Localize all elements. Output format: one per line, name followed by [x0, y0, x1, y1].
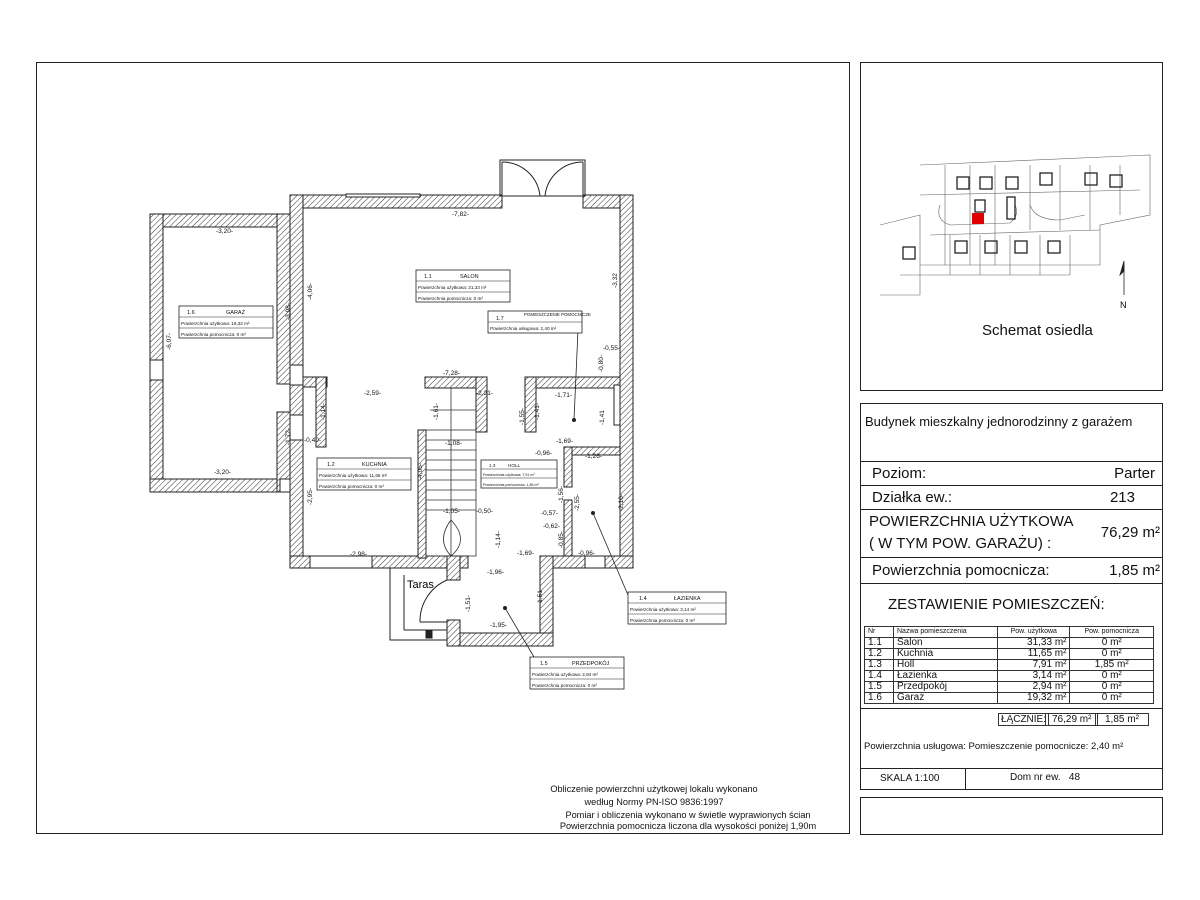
table-cell: 0 m² — [1070, 649, 1154, 660]
dimension-label: -1,95- — [490, 622, 507, 629]
dimension-label: -2,21- — [476, 390, 493, 397]
room-nr-utility: 1.7 — [496, 316, 504, 322]
summary-title: ZESTAWIENIE POMIESZCZEŃ: — [888, 596, 1105, 613]
room-aux-kitchen: Powierzchnia pomocnicza: 0 m² — [319, 484, 384, 489]
dimension-label: -1,61- — [433, 403, 440, 420]
dimension-label: -2,10- — [618, 494, 625, 511]
dimension-label: -1,56- — [558, 486, 565, 503]
total-usable: 76,29 m² — [1045, 713, 1098, 726]
rooms-table — [864, 626, 1154, 704]
table-cell: 1,85 m² — [1070, 660, 1154, 671]
empty-box — [860, 797, 1163, 835]
room-usable-salon: Powierzchnia użytkowa: 31,33 m² — [418, 285, 487, 290]
dimension-label: -4,05- — [417, 463, 424, 480]
dimension-label: -0,40- — [304, 437, 321, 444]
table-header: Nazwa pomieszczenia — [894, 627, 998, 638]
table-cell: Holl — [894, 660, 998, 671]
table-cell: 0 m² — [1070, 671, 1154, 682]
table-cell: 3,14 m² — [998, 671, 1070, 682]
table-cell: 2,94 m² — [998, 682, 1070, 693]
table-header-row — [865, 627, 1154, 638]
usable-area-label-2: ( W TYM POW. GARAŻU) : — [869, 535, 1052, 552]
dimension-label: -0,57- — [541, 510, 558, 517]
table-cell: 31,33 m² — [998, 638, 1070, 649]
note-line: według Normy PN-ISO 9836:1997 — [584, 797, 724, 807]
dimension-label: -3,98- — [285, 303, 292, 320]
total-aux: 1,85 m² — [1095, 713, 1149, 726]
room-aux-garage: Powierzchnia pomocnicza: 0 m² — [181, 332, 246, 337]
table-cell: 0 m² — [1070, 693, 1154, 704]
table-row — [865, 671, 1154, 682]
table-cell: 19,32 m² — [998, 693, 1070, 704]
dimension-label: -4,06- — [307, 283, 314, 300]
table-row — [865, 693, 1154, 704]
level-value: Parter — [1114, 465, 1155, 482]
room-nr-salon: 1.1 — [424, 274, 432, 280]
dimension-label: -3,20- — [214, 469, 231, 476]
plot-label: Działka ew.: — [872, 489, 953, 506]
usable-area-value: 76,29 m² — [1100, 524, 1160, 541]
room-aux-hallway: Powierzchnia pomocnicza: 0 m² — [532, 683, 597, 688]
room-name-garage: GARAŻ — [226, 310, 245, 316]
dimension-label: -0,62- — [543, 523, 560, 530]
dimension-label: -7,28- — [443, 370, 460, 377]
dimension-label: -1,14- — [495, 531, 502, 548]
dimension-label: -2,95- — [307, 488, 314, 505]
dimension-label: -2,59- — [364, 390, 381, 397]
room-nr-hallway: 1.5 — [540, 661, 548, 667]
room-name-kitchen: KUCHNIA — [362, 462, 387, 468]
table-cell: 7,91 m² — [998, 660, 1070, 671]
dimension-label: -3,32 — [612, 273, 619, 288]
dimension-label: -1,51- — [537, 588, 544, 605]
room-usable-hall: Powierzchnia użytkowa: 7,91 m² — [483, 473, 535, 477]
dimension-label: -1,71- — [555, 392, 572, 399]
table-header: Pow. pomocnicza — [1070, 627, 1154, 638]
aux-area-label: Powierzchnia pomocnicza: — [872, 562, 1050, 579]
room-nr-hall: 1.3 — [489, 463, 496, 468]
table-header: Nr — [865, 627, 894, 638]
table-cell: 11,65 m² — [998, 649, 1070, 660]
room-aux-salon: Powierzchnia pomocnicza: 0 m² — [418, 296, 483, 301]
dimension-label: -0,55- — [603, 345, 620, 352]
dimension-label: -0,96- — [535, 450, 552, 457]
dimension-label: -1,08- — [445, 440, 462, 447]
highlighted-plot — [972, 213, 984, 224]
dimension-label: -0,85- — [558, 531, 565, 548]
room-name-bathroom: ŁAZIENKA — [674, 596, 701, 602]
room-aux-bathroom: Powierzchnia pomocnicza: 0 m² — [630, 618, 695, 623]
room-name-hall: HOLL — [508, 463, 521, 468]
room-nr-garage: 1.6 — [187, 310, 195, 316]
table-cell: 0 m² — [1070, 638, 1154, 649]
dimension-label: -1,41- — [534, 403, 541, 420]
total-label: ŁĄCZNIE: — [998, 713, 1049, 726]
dimension-label: -7,82- — [452, 211, 469, 218]
room-usable-garage: Powierzchnia użytkowa: 19,32 m² — [181, 321, 250, 326]
table-row — [865, 660, 1154, 671]
dimension-label: -3,20- — [216, 228, 233, 235]
note-line: Obliczenie powierzchni użytkowej lokalu wykonano — [550, 784, 758, 794]
room-name-hallway: PRZEDPOKÓJ — [572, 661, 610, 667]
dimension-label: -2,55- — [574, 494, 581, 511]
settlement-map — [870, 135, 1160, 315]
table-cell: 1.6 — [865, 693, 894, 704]
service-area-note: Powierzchnia usługowa: Pomieszczenie pomocnicze: 2,40 m² — [864, 741, 1124, 752]
house-walls — [290, 195, 633, 646]
room-usable-bathroom: Powierzchnia użytkowa: 3,14 m² — [630, 607, 696, 612]
dimension-label: -1,69- — [517, 550, 534, 557]
table-cell: 0 m² — [1070, 682, 1154, 693]
dimension-label: -1,55- — [519, 408, 526, 425]
scale-label: SKALA 1:100 — [880, 773, 940, 784]
room-name-salon: SALON — [460, 274, 479, 280]
dimension-label: -1,41 — [599, 410, 606, 425]
dimension-label: -1,51- — [465, 595, 472, 612]
usable-area-label-1: POWIERZCHNIA UŻYTKOWA — [869, 513, 1074, 530]
table-cell: Łazienka — [894, 671, 998, 682]
note-line: Powierzchnia pomocnicza liczona dla wysokości poniżej 1,90m — [559, 821, 817, 831]
table-header: Pow. użytkowa — [998, 627, 1070, 638]
dimension-label: -1,05- — [443, 508, 460, 515]
dimension-label: -6,07- — [166, 333, 173, 350]
aux-area-value: 1,85 m² — [1109, 562, 1160, 579]
table-row — [865, 649, 1154, 660]
dimension-label: -1,96- — [487, 569, 504, 576]
table-cell: 1.3 — [865, 660, 894, 671]
table-cell: 1.4 — [865, 671, 894, 682]
room-nr-kitchen: 1.2 — [327, 462, 335, 468]
table-row — [865, 682, 1154, 693]
room-name-utility: POMIESZCZENIE POMOCNICZE — [524, 312, 591, 317]
garage-walls — [150, 214, 290, 492]
plot-value: 213 — [1109, 489, 1135, 506]
dimension-label: -1,26- — [585, 453, 602, 460]
dimension-label: -1,69- — [556, 438, 573, 445]
settlement-caption: Schemat osiedla — [982, 322, 1093, 339]
level-label: Poziom: — [872, 465, 927, 482]
north-label: N — [1120, 300, 1127, 310]
room-usable-hallway: Powierzchnia użytkowa: 2,94 m² — [532, 672, 598, 677]
table-cell: Salon — [894, 638, 998, 649]
table-cell: 1.2 — [865, 649, 894, 660]
terrace-doors — [500, 160, 585, 196]
dimension-label: -0,80- — [598, 355, 605, 372]
dimension-label: -0,50- — [476, 508, 493, 515]
room-aux-hall: Powierzchnia pomocnicza: 1,85 m² — [483, 483, 539, 487]
table-cell: 1.5 — [865, 682, 894, 693]
dimension-label: -2,98- — [350, 551, 367, 558]
table-cell: 1.1 — [865, 638, 894, 649]
dimension-label: -1,14- — [320, 403, 327, 420]
table-cell: Garaż — [894, 693, 998, 704]
table-cell: Przedpokój — [894, 682, 998, 693]
table-cell: Kuchnia — [894, 649, 998, 660]
dimension-label: -1,72- — [285, 428, 292, 445]
dimension-label: -0,96- — [578, 550, 595, 557]
house-number: Dom nr ew. 48 — [1010, 772, 1081, 783]
note-line: Pomiar i obliczenia wykonano w świetle wyprawionych ścian — [565, 810, 811, 820]
table-row — [865, 638, 1154, 649]
room-usable-kitchen: Powierzchnia użytkowa: 11,65 m² — [319, 473, 388, 478]
terrace-label: Taras — [407, 579, 434, 591]
room-usable-utility: Powierzchnia usługowa: 2,40 m² — [490, 326, 557, 331]
building-title: Budynek mieszkalny jednorodzinny z garażem — [865, 414, 1133, 429]
room-nr-bathroom: 1.4 — [639, 596, 647, 602]
